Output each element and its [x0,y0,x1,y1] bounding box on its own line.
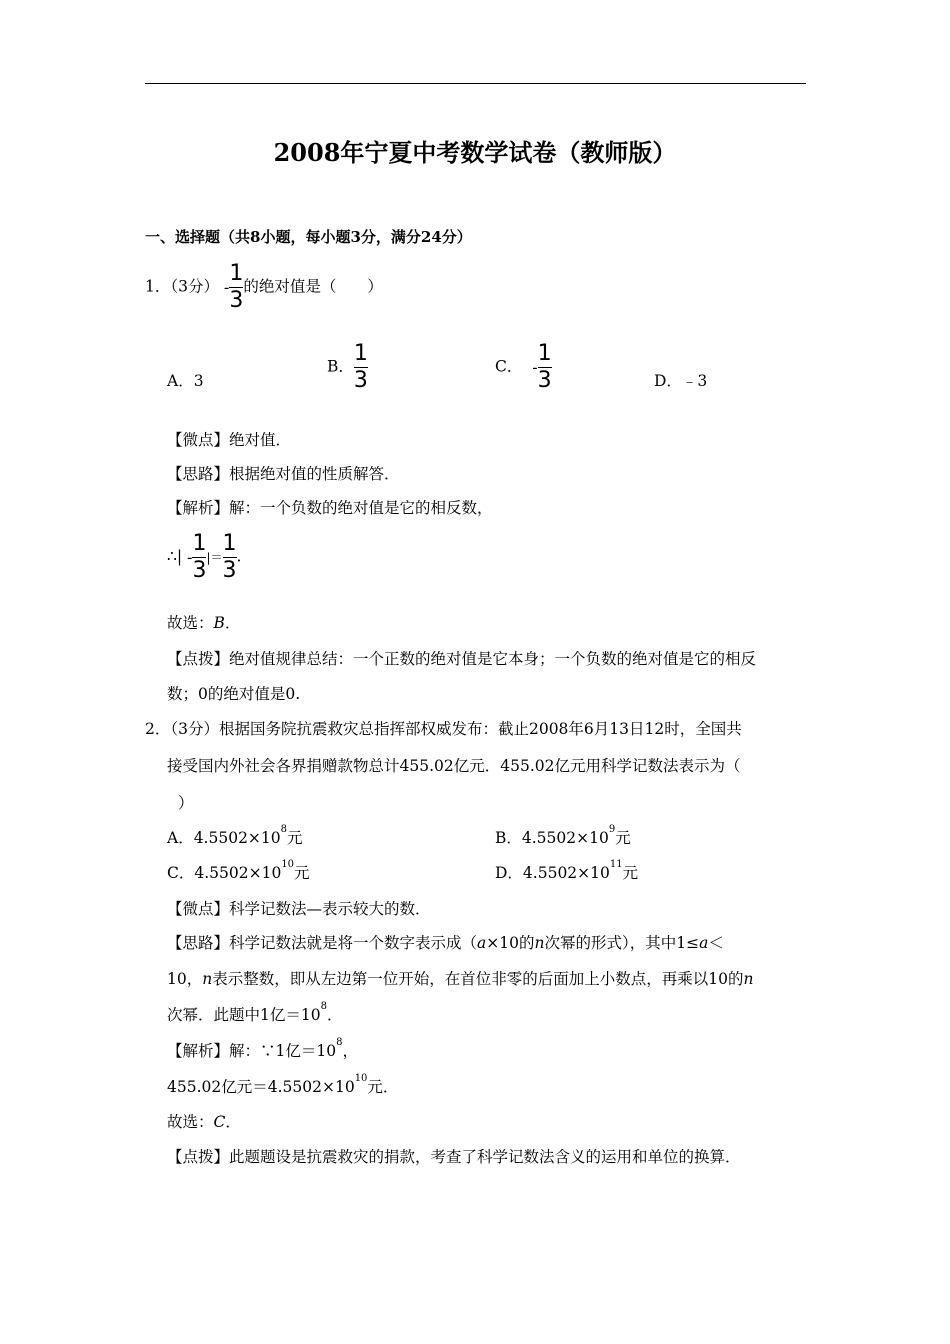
negative-sign: - [532,358,538,377]
fraction-one-third [229,262,243,313]
text: 10， [167,970,203,988]
denominator: 3 [192,558,207,583]
question-1-stem-tail: 的绝对值是（ ） [243,277,383,296]
q2-silu-line3 [167,1003,342,1025]
option-c-label: C． [495,357,523,376]
exponent: 11 [609,859,623,870]
exponent: 10 [354,1073,368,1084]
q2-jiexi [167,1039,358,1061]
q2-option-b [495,826,631,848]
q2-silu-line2 [167,967,753,989]
question-2-line3: ） [178,794,194,812]
answer-choice: B [213,614,225,632]
option-b-value: B．4.5502×10 [495,829,609,847]
abs-close-equals: |＝ [206,550,223,565]
question-1-stem [145,262,383,313]
var-a: a [477,934,487,952]
fraction-one-third [538,342,552,393]
q2-option-a [167,826,303,848]
exponent: 10 [281,859,295,870]
exponent: 9 [608,824,616,835]
text: 元． [367,1078,399,1096]
denominator: 3 [229,288,244,313]
numerator: 1 [192,531,207,556]
q2-silu-line1 [167,931,724,953]
q1-weidian: 【微点】绝对值． [167,431,292,449]
answer-label: 故选： [167,1113,214,1131]
unit: 元 [615,829,631,847]
text: ， [342,1042,358,1060]
negative-sign: - [187,548,193,567]
text: ． [326,1006,343,1024]
exponent: 8 [320,1001,327,1012]
text: 次幂的形式），其中1≤ [544,934,700,952]
therefore-abs-open: ∴| [167,547,183,566]
unit: 元 [287,829,303,847]
numerator: 1 [229,261,244,286]
option-d-value: D．4.5502×10 [495,864,610,882]
option-c [495,342,552,393]
exponent: 8 [336,1037,343,1048]
numerator: 1 [353,341,368,366]
var-n: n [534,934,545,952]
period: ． [225,1113,241,1131]
text: 【解析】解：∵1亿＝10 [167,1042,337,1060]
denominator: 3 [537,368,552,393]
q2-option-c [167,861,310,883]
text: 【思路】科学记数法就是将一个数字表示成（ [167,934,478,952]
q2-answer [167,1110,241,1132]
numerator: 1 [537,341,552,366]
q1-answer [167,611,240,633]
var-n: n [202,970,213,988]
var-a: a [699,934,709,952]
var-n: n [743,970,754,988]
negative-sign: - [223,278,230,297]
q1-silu: 【思路】根据绝对值的性质解答． [167,465,400,483]
answer-label: 故选： [167,614,214,632]
header-rule [145,83,806,84]
option-a-value: A．4.5502×10 [167,829,281,847]
period: ． [224,614,241,632]
page-title: 2008年宁夏中考数学试卷（教师版） [273,138,677,167]
text: 次幂．此题中1亿＝10 [167,1006,321,1024]
q2-option-d [495,861,638,883]
q2-weidian: 【微点】科学记数法—表示较大的数． [167,900,431,918]
answer-choice: C [213,1113,226,1131]
text: 455.02亿元＝4.5502×10 [167,1078,355,1096]
q1-dianbo-line1: 【点拨】绝对值规律总结：一个正数的绝对值是它本身；一个负数的绝对值是它的相反 [167,650,757,668]
option-b-label: B． [327,357,354,376]
section-heading: 一、选择题（共8小题，每小题3分，满分24分） [145,228,472,246]
unit: 元 [294,864,310,882]
unit: 元 [622,864,639,882]
option-d: D．﹣3 [654,372,708,390]
text: ×10的 [486,934,535,952]
option-c-value: C．4.5502×10 [167,864,282,882]
q1-dianbo-line2: 数；0的绝对值是0. [167,685,301,703]
option-a: A．3 [167,372,204,390]
fraction-one-third [354,342,368,393]
text: ＜ [708,934,724,952]
numerator: 1 [222,531,237,556]
exponent: 8 [280,824,288,835]
question-1-number: 1．（3分） [145,277,219,296]
question-2-line2: 接受国内外社会各界捐赠款物总计455.02亿元．455.02亿元用科学记数法表示为（ [167,757,741,775]
q2-dianbo: 【点拨】此题题设是抗震救灾的捐款，考查了科学记数法含义的运用和单位的换算． [167,1148,741,1166]
q1-calculation [167,532,241,583]
fraction-one-third [192,532,206,583]
denominator: 3 [353,368,368,393]
option-b [327,342,368,393]
text: 表示整数，即从左边第一位开始，在首位非零的后面加上小数点，再乘以10的 [212,970,744,988]
period: . [236,547,242,566]
fraction-one-third [223,532,237,583]
question-2-line1: 2．（3分）根据国务院抗震救灾总指挥部权威发布：截止2008年6月13日12时，全国共 [145,720,742,738]
q2-calculation [167,1075,398,1097]
q1-jiexi: 【解析】解：一个负数的绝对值是它的相反数， [167,499,493,517]
denominator: 3 [222,558,237,583]
